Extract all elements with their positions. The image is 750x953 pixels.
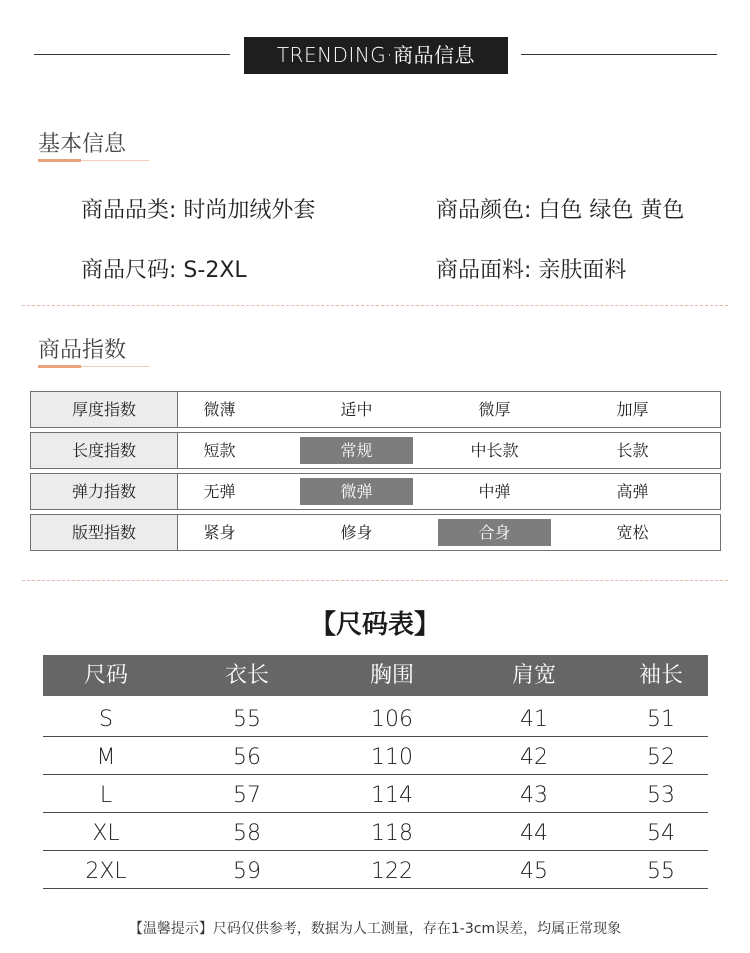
index-option-selected: 常规 (300, 437, 413, 464)
table-cell: 55 (647, 859, 675, 884)
index-row (30, 514, 721, 551)
table-cell: 53 (647, 783, 675, 808)
index-option: 短款 (203, 441, 236, 460)
row-divider (43, 888, 708, 889)
table-cell: 42 (520, 745, 548, 770)
size-chart-header-cell: 袖长 (638, 663, 683, 688)
index-option: 微薄 (203, 400, 236, 419)
index-row-label: 厚度指数 (31, 392, 178, 427)
table-cell: 57 (233, 783, 261, 808)
table-cell: 118 (371, 821, 413, 846)
index-option: 紧身 (203, 523, 236, 542)
table-cell: M (96, 745, 116, 770)
index-option: 加厚 (616, 400, 649, 419)
table-cell: 55 (233, 707, 261, 732)
index-option: 中弹 (478, 482, 511, 501)
table-row (43, 698, 708, 736)
size-chart-header-cell: 衣长 (224, 663, 269, 688)
color-value: 白色 绿色 黄色 (538, 198, 685, 223)
index-option: 宽松 (616, 523, 649, 542)
index-row (30, 473, 721, 510)
category-value: 时尚加绒外套 (183, 198, 316, 223)
table-cell: 56 (233, 745, 261, 770)
size-value: S-2XL (183, 258, 247, 283)
page-title: TRENDING·商品信息 (244, 37, 508, 74)
table-cell: 54 (647, 821, 675, 846)
size-note: 【温馨提示】尺码仅供参考，数据为人工测量，存在1-3cm误差，均属正常现象 (128, 921, 622, 937)
table-cell: 41 (520, 707, 548, 732)
table-cell: 45 (520, 859, 548, 884)
category-field (81, 193, 315, 224)
size-label: 商品尺码: (81, 258, 177, 283)
size-chart-title: 【尺码表】 (309, 610, 440, 640)
index-option: 适中 (340, 400, 373, 419)
table-cell: 106 (371, 707, 413, 732)
index-option: 无弹 (203, 482, 236, 501)
index-row-label: 版型指数 (31, 515, 178, 550)
header-line-left (34, 54, 230, 55)
table-cell: 2XL (85, 859, 127, 884)
index-option: 长款 (616, 441, 649, 460)
table-cell: 122 (371, 859, 413, 884)
index-option: 中长款 (470, 441, 519, 460)
index-option-selected: 合身 (438, 519, 551, 546)
size-field (81, 253, 247, 284)
size-chart-header-cell: 胸围 (369, 663, 414, 688)
index-option: 微厚 (478, 400, 511, 419)
table-cell: 51 (647, 707, 675, 732)
section-divider (22, 580, 728, 581)
basic-info-title: 基本信息 (38, 132, 127, 157)
fabric-label: 商品面料: (436, 258, 532, 283)
index-row (30, 432, 721, 469)
size-chart-header-cell: 肩宽 (511, 663, 556, 688)
index-title: 商品指数 (38, 338, 127, 363)
table-cell: S (99, 707, 113, 732)
index-option: 修身 (340, 523, 373, 542)
index-row-label: 弹力指数 (31, 474, 178, 509)
size-chart-header-cell: 尺码 (83, 663, 128, 688)
basic-info-underline (38, 160, 149, 161)
fabric-field (436, 253, 626, 284)
header-line-right (521, 54, 717, 55)
index-option: 高弹 (616, 482, 649, 501)
index-option-selected: 微弹 (300, 478, 413, 505)
color-field (436, 193, 684, 224)
table-cell: 59 (233, 859, 261, 884)
table-row (43, 774, 708, 812)
index-row-label: 长度指数 (31, 433, 178, 468)
size-chart-header (43, 655, 708, 696)
table-cell: 110 (371, 745, 413, 770)
category-label: 商品品类: (81, 198, 177, 223)
index-row (30, 391, 721, 428)
table-cell: 58 (233, 821, 261, 846)
table-row (43, 850, 708, 888)
table-cell: 114 (371, 783, 413, 808)
table-cell: 44 (520, 821, 548, 846)
section-divider (22, 305, 728, 306)
table-row (43, 812, 708, 850)
table-cell: XL (92, 821, 120, 846)
table-row (43, 736, 708, 774)
table-cell: L (99, 783, 113, 808)
table-cell: 52 (647, 745, 675, 770)
index-underline (38, 366, 149, 367)
table-cell: 43 (520, 783, 548, 808)
color-label: 商品颜色: (436, 198, 532, 223)
fabric-value: 亲肤面料 (538, 258, 627, 283)
